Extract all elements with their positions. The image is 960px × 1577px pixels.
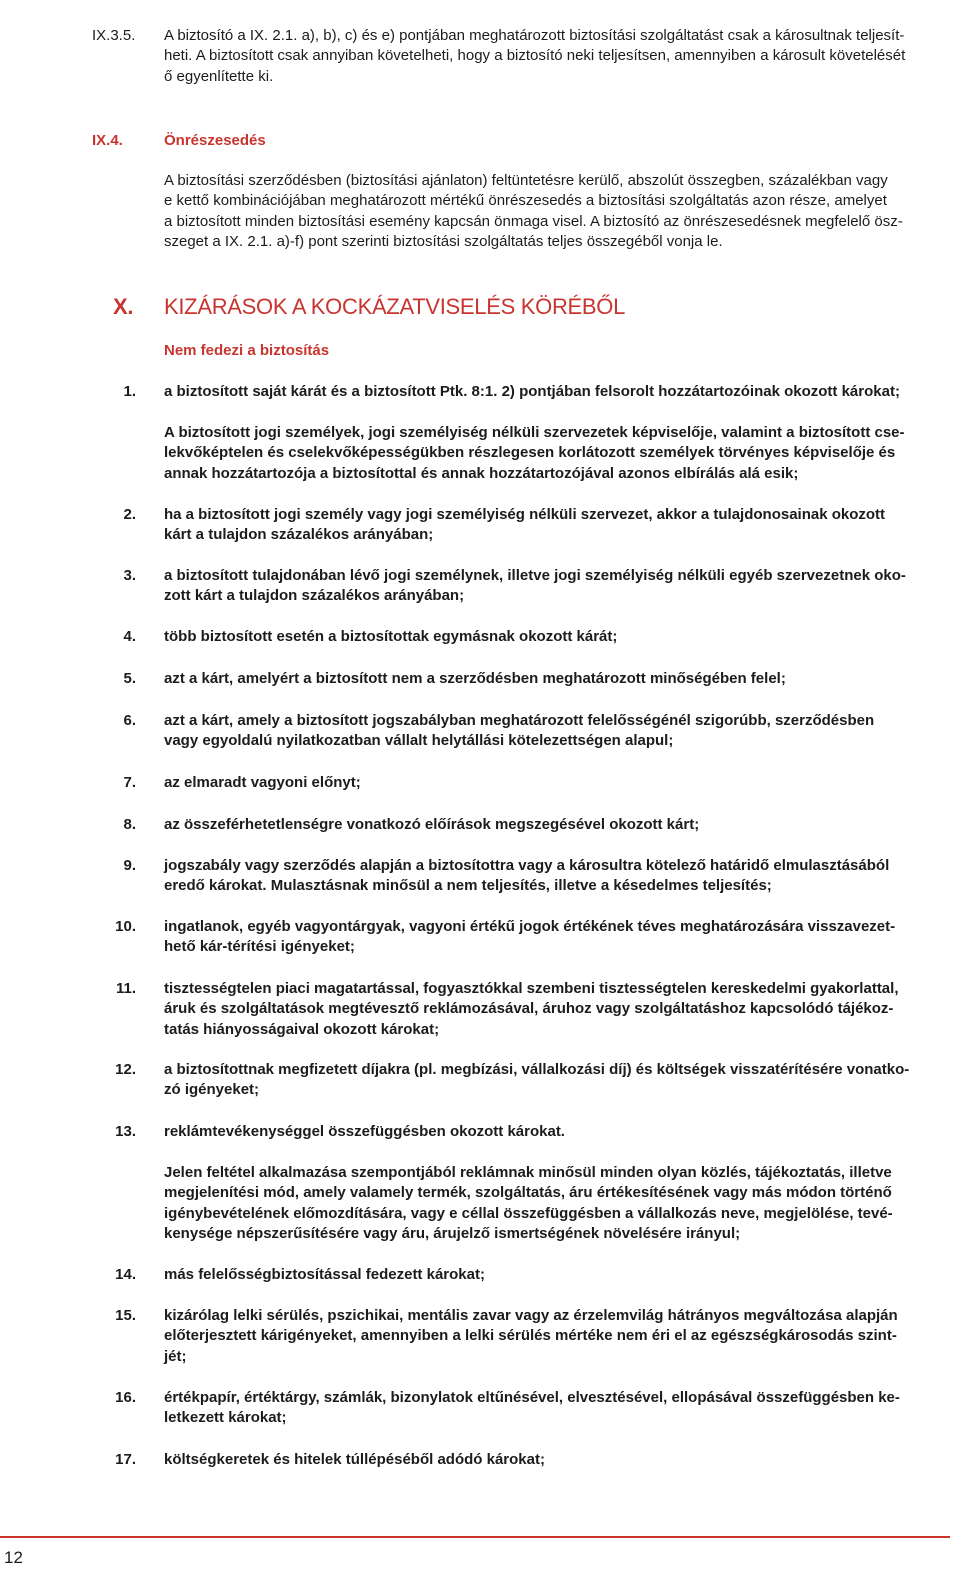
text-line: e kettő kombinációjában meghatározott mértékű önrészesedés a biztosítási szolgáltatás azon része, amelyet [164,192,887,210]
item-number: 13. [115,1123,136,1140]
text-line: azt a kárt, amely a biztosított jogszabályban meghatározott felelősségénél szigorúbb, szerződésben [164,712,875,729]
item-number: 11. [115,980,136,997]
item-text [164,627,950,647]
text-line: kenysége népszerűsítésére vagy áru, árujelző ismertségének növelésére irányul; [164,1224,741,1242]
item-number: 14. [115,1266,136,1283]
text-line: zó igényeket; [164,1081,260,1099]
section-text [164,26,950,87]
item-number: 6. [123,712,136,729]
item-text [164,505,950,546]
text-line: szeget a IX. 2.1. a)-f) pont szerinti biztosítási szolgáltatás teljes összegéből vonja le. [164,232,723,250]
item-number: 12. [115,1061,136,1078]
text-line: lekvőképtelen és cselekvőképességükben részlegesen korlátozott személyek törvényes képviselője és [164,444,896,462]
text-line: kizárólag lelki sérülés, pszichikai, mentális zavar vagy az érzelemvilág hátrányos megváltozása alapján [164,1307,898,1324]
item-text [164,856,950,897]
chapter-subtitle: Nem fedezi a biztosítás [164,342,330,359]
text-line: a biztosított saját kárát és a biztosított Ptk. 8:1. 2) pontjában felsorolt hozzátartozóinak okozott károkat; [164,383,900,400]
item-text [164,711,950,752]
item-number: 9. [123,857,136,874]
text-line: tisztességtelen piaci magatartással, fogyasztókkal szembeni tisztességtelen kereskedelmi gyakorlattal, [164,980,899,997]
item-text [164,1388,950,1429]
text-line: az elmaradt vagyoni előnyt; [164,774,361,791]
item-text [164,669,950,689]
text-line: A biztosító a IX. 2.1. a), b), c) és e) pontjában meghatározott biztosítási szolgáltatást csak a károsultnak teljesít- [164,27,905,44]
text-line: előterjesztett kárigényeket, amennyiben a lelki sérülés mértéke nem éri el az egészségkárosodás szint- [164,1327,897,1345]
text-line: más felelősségbiztosítással fedezett károkat; [164,1266,485,1283]
text-line: tatás hiányosságaival okozott károkat; [164,1020,440,1038]
item-number: 4. [123,628,136,645]
text-line: A biztosítási szerződésben (biztosítási ajánlaton) feltüntetésre kerülő, abszolút összegben, százalékban vagy [164,172,888,189]
item-text [164,382,950,402]
item-number: 8. [123,816,136,833]
text-line: Jelen feltétel alkalmazása szempontjából reklámnak minősül minden olyan közlés, tájékoztatás, illetve [164,1164,892,1181]
item-number: 3. [123,567,136,584]
item-text [164,917,950,958]
text-line: eredő károkat. Mulasztásnak minősül a nem teljesítés, illetve a késedelmes teljesítés; [164,877,772,895]
text-line: jét; [164,1347,187,1365]
text-line: igénybevételének előmozdítására, vagy e céllal összefüggésben a vállalkozás neve, megjelölése, tevé- [164,1204,893,1222]
section-number: IX.3.5. [92,27,136,44]
item-number: 2. [123,506,136,523]
section-number: IX.4. [92,132,123,149]
item-text [164,1306,950,1367]
item-text [164,1060,950,1101]
item-text [164,773,950,793]
item-number: 15. [115,1307,136,1324]
text-line: költségkeretek és hitelek túllépéséből adódó károkat; [164,1451,545,1468]
text-line: értékpapír, értéktárgy, számlák, bizonylatok eltűnésével, elvesztésével, ellopásával összefüggésben ke- [164,1389,900,1406]
text-line: zott kárt a tulajdon százalékos arányában; [164,587,465,605]
item-number: 10. [115,918,136,935]
item-text [164,815,950,835]
page-number: 12 [4,1548,23,1567]
section-text [164,171,950,252]
text-line: annak hozzátartozója a biztosítottal és annak hozzátartozójával azonos elbírálás alá esik; [164,464,799,482]
item-number: 7. [123,774,136,791]
item-text [164,1265,950,1285]
text-line: áruk és szolgáltatások megtévesztő reklámozásával, áruhoz vagy szolgáltatáshoz kapcsolódó tájékoz- [164,1000,894,1018]
item-text [164,423,950,484]
text-line: jogszabály vagy szerződés alapján a biztosítottra vagy a károsultra kötelező határidő elmulasztásából [164,857,890,874]
item-text [164,979,950,1040]
text-line: azt a kárt, amelyért a biztosított nem a szerződésben meghatározott minőségében felel; [164,670,786,687]
text-line: A biztosított jogi személyek, jogi személyiség nélküli szervezetek képviselője, valamint a biztosított cse- [164,424,905,441]
text-line: megjelenítési mód, amely valamely termék, szolgáltatás, áru értékesítésének vagy más módon történő [164,1184,892,1202]
text-line: az összeférhetetlenségre vonatkozó előírások megszegésével okozott kárt; [164,816,700,833]
item-number: 1. [123,383,136,400]
item-text [164,1450,950,1470]
item-text [164,1122,950,1142]
text-line: a biztosítottnak megfizetett díjakra (pl. megbízási, vállalkozási díj) és költségek visszatérítésére vonatko- [164,1061,910,1078]
chapter-title: KIZÁRÁSOK A KOCKÁZATVISELÉS KÖRÉBŐL [164,294,626,319]
text-line: kárt a tulajdon százalékos arányában; [164,526,434,544]
item-text [164,566,950,607]
text-line: ő egyenlítette ki. [164,67,274,85]
text-line: több biztosított esetén a biztosítottak egymásnak okozott kárát; [164,628,618,645]
text-line: heti. A biztosított csak annyiban követelheti, hogy a biztosító neki teljesítsen, amennyiben a károsult követelését [164,47,906,65]
section-title: Önrészesedés [164,132,266,149]
text-line: hető kár-térítési igényeket; [164,938,355,956]
item-text [164,1163,950,1244]
text-line: ingatlanok, egyéb vagyontárgyak, vagyoni értékű jogok értékének téves meghatározására visszavezet- [164,918,896,935]
item-number: 17. [115,1451,136,1468]
chapter-number: X. [113,294,134,319]
text-line: reklámtevékenységgel összefüggésben okozott károkat. [164,1123,565,1140]
text-line: vagy egyoldalú nyilatkozatban vállalt helytállási kötelezettségen alapul; [164,732,674,750]
text-line: a biztosított minden biztosítási esemény kapcsán önmaga visel. A biztosító az önrészesedésnek megfelelő ösz- [164,212,903,230]
item-number: 16. [115,1389,136,1406]
text-line: letkezett károkat; [164,1409,287,1427]
text-line: ha a biztosított jogi személy vagy jogi személyiség nélküli szervezet, akkor a tulajdonosainak okozott [164,506,886,523]
text-line: a biztosított tulajdonában lévő jogi személynek, illetve jogi személyiség nélküli egyéb szervezetnek oko- [164,567,906,584]
item-number: 5. [123,670,136,687]
footer-divider [0,1536,950,1538]
